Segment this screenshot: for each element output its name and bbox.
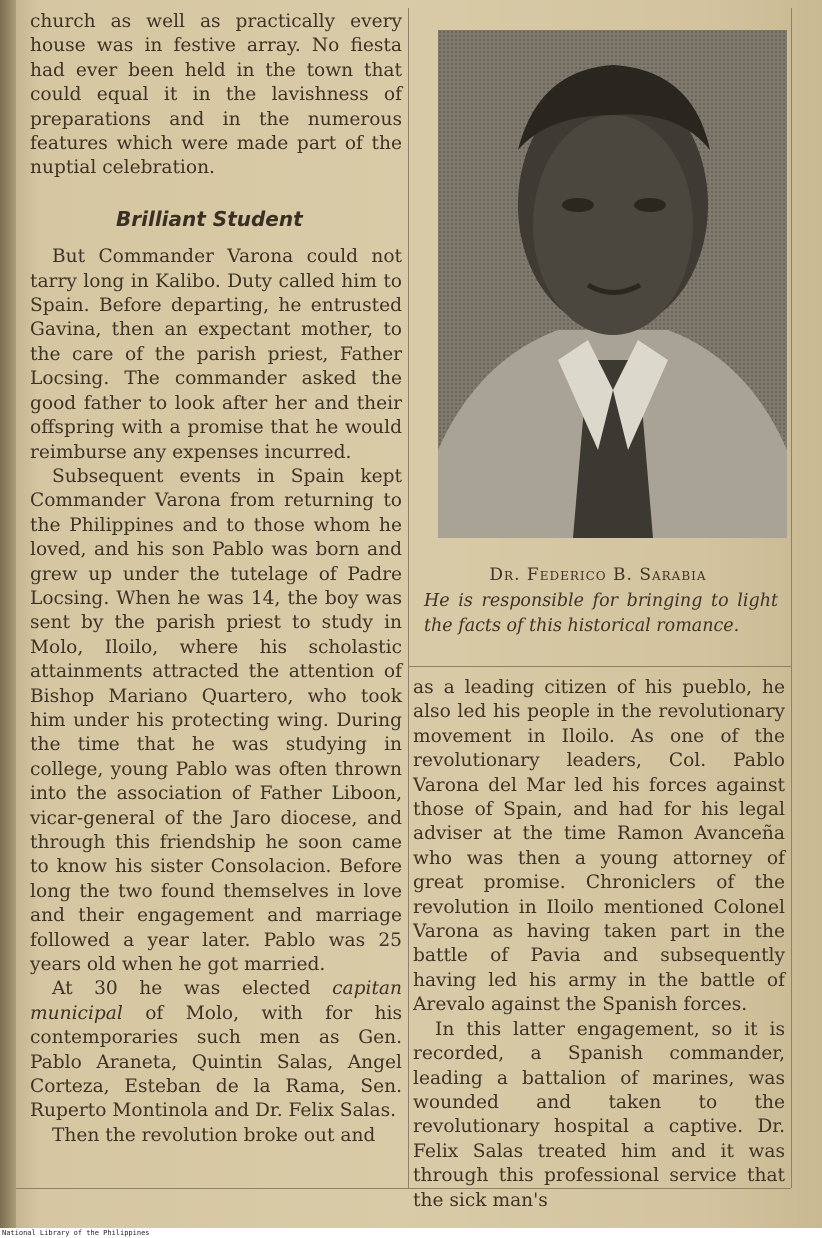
caption-rule (408, 666, 791, 667)
footer-credit-text: National Library of the Philippines (2, 1229, 150, 1237)
paragraph-revolution: Then the revolution broke out and (52, 1124, 376, 1146)
paragraph-capitan-rest: of Molo, with for his contemporaries such men as Gen. Pablo Araneta, Quintin Salas, Angel Corteza, Esteban de la Rama, Sen. Ruperto Montinola and Dr. Felix Salas. (30, 1002, 402, 1122)
paragraph-capitan-lead: At 30 he was elected (52, 978, 333, 1000)
column-divider (408, 8, 409, 1188)
portrait-illustration (438, 30, 787, 538)
paragraph-departure: But Commander Varona could not tarry long in Kalibo. Duty called him to Spain. Before departing, he entrusted Gavina, then an expectant mother, to the care of the parish priest, Father Locsing. The commander asked the good father to look after her and their offspring with a promise that he would reimburse any expenses incurred. (30, 246, 402, 463)
paragraph-engagement: In this latter engagement, so it is recorded, a Spanish commander, leading a battalion of marines, was wounded and taken to the revolutionary hospital a captive. Dr. Felix Salas treated him and it was through this professional service that the sick man's (413, 1018, 785, 1211)
right-column (413, 676, 785, 1213)
capitan-municipal-term: capitan municipal (30, 978, 402, 1024)
left-column (30, 10, 402, 1148)
intro-paragraph: church as well as practically every house was in festive array. No fiesta had ever been held in the town that could equal it in the lavishness of preparations and in the numerous features which were made part of the nuptial celebration. (30, 11, 402, 179)
paragraph-capitan (30, 977, 402, 1123)
footer-credit (0, 1228, 822, 1238)
portrait-photo (438, 30, 787, 538)
photo-caption (418, 565, 778, 639)
page-spine (0, 0, 16, 1228)
paragraph-leading-citizen: as a leading citizen of his pueblo, he also led his people in the revolutionary movement in Iloilo. As one of the revolutionary leaders, Col. Pablo Varona del Mar led his forces against those of Spain, and had for his legal adviser at the time Ramon Avanceña who was then a young attorney of great promise. Chroniclers of the revolution in Iloilo mentioned Colonel Varona as having taken part in the battle of Pavia and subsequently having led his army in the battle of Arevalo against the Spanish forces. (413, 677, 785, 1016)
right-border (791, 8, 792, 1188)
section-heading: Brilliant Student (116, 206, 303, 231)
caption-name: Dr. Federico B. Sarabia (489, 565, 707, 585)
paragraph-pablo-youth: Subsequent events in Spain kept Commander Varona from returning to the Philippines and to those whom he loved, and his son Pablo was born and grew up under the tutelage of Padre Locsing. When he was 14, the boy was sent by the parish priest to study in Molo, Iloilo, where his scholastic attainments attracted the attention of Bishop Mariano Quartero, who took him under his protecting wing. During the time that he was studying in college, young Pablo was often thrown into the association of Father Liboon, vicar-general of the Jaro diocese, and through this friendship he soon came to know his sister Consolacion. Before long the two found themselves in love and their engagement and marriage followed a year later. Pablo was 25 years old when he got married. (30, 465, 402, 976)
caption-text: He is responsible for bringing to light the facts of this historical romance. (424, 591, 778, 636)
